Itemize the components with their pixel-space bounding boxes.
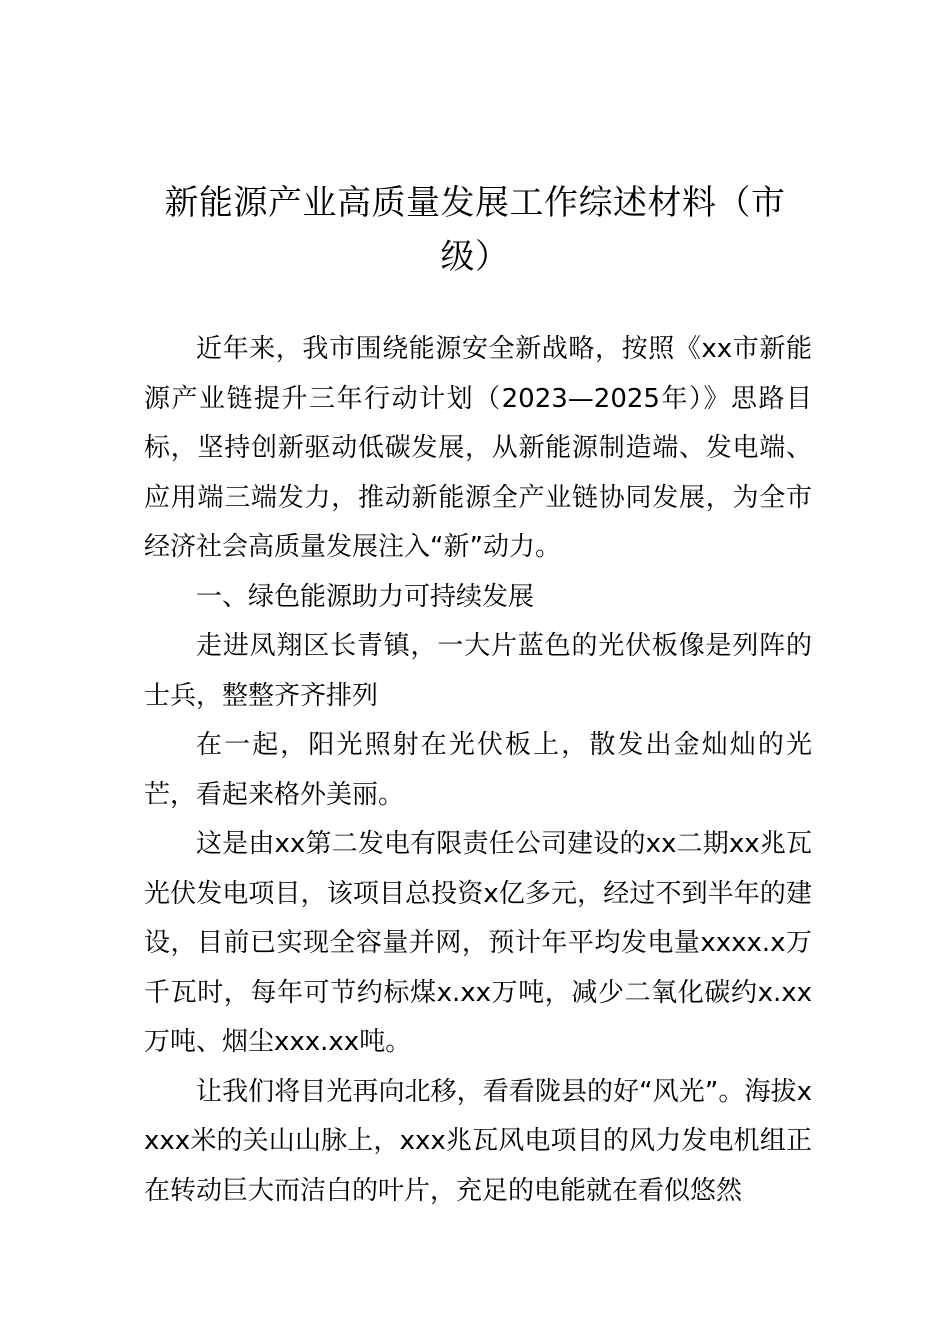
paragraph: 这是由xx第二发电有限责任公司建设的xx二期xx兆瓦光伏发电项目，该项目总投资x亿多元，经过不到半年的建设，目前已实现全容量并网，预计年平均发电量xxxx.x万千瓦时，每年可节约标煤x.xx万吨，减少二氧化碳约x.xx万吨、烟尘xxx.xx吨。 <box>144 829 812 1057</box>
paragraph-intro: 近年来，我市围绕能源安全新战略，按照《xx市新能源产业链提升三年行动计划（2023—2025年）》思路目标，坚持创新驱动低碳发展，从新能源制造端、发电端、应用端三端发力，推动新能源全产业链协同发展，为全市经济社会高质量发展注入“新”动力。 <box>144 334 812 562</box>
paragraph: 在一起，阳光照射在光伏板上，散发出金灿灿的光芒，看起来格外美丽。 <box>144 730 812 810</box>
section-heading: 一、绿色能源助力可持续发展 <box>196 581 535 612</box>
paragraph: 走进凤翔区长青镇，一大片蓝色的光伏板像是列阵的士兵，整整齐齐排列 <box>144 631 812 711</box>
paragraph: 让我们将目光再向北移，看看陇县的好“风光”。海拔xxxx米的关山山脉上，xxx兆瓦风电项目的风力发电机组正在转动巨大而洁白的叶片，充足的电能就在看似悠然 <box>144 1076 812 1206</box>
document-title: 新能源产业高质量发展工作综述材料（市级） <box>164 183 786 277</box>
document-body <box>144 325 812 1216</box>
